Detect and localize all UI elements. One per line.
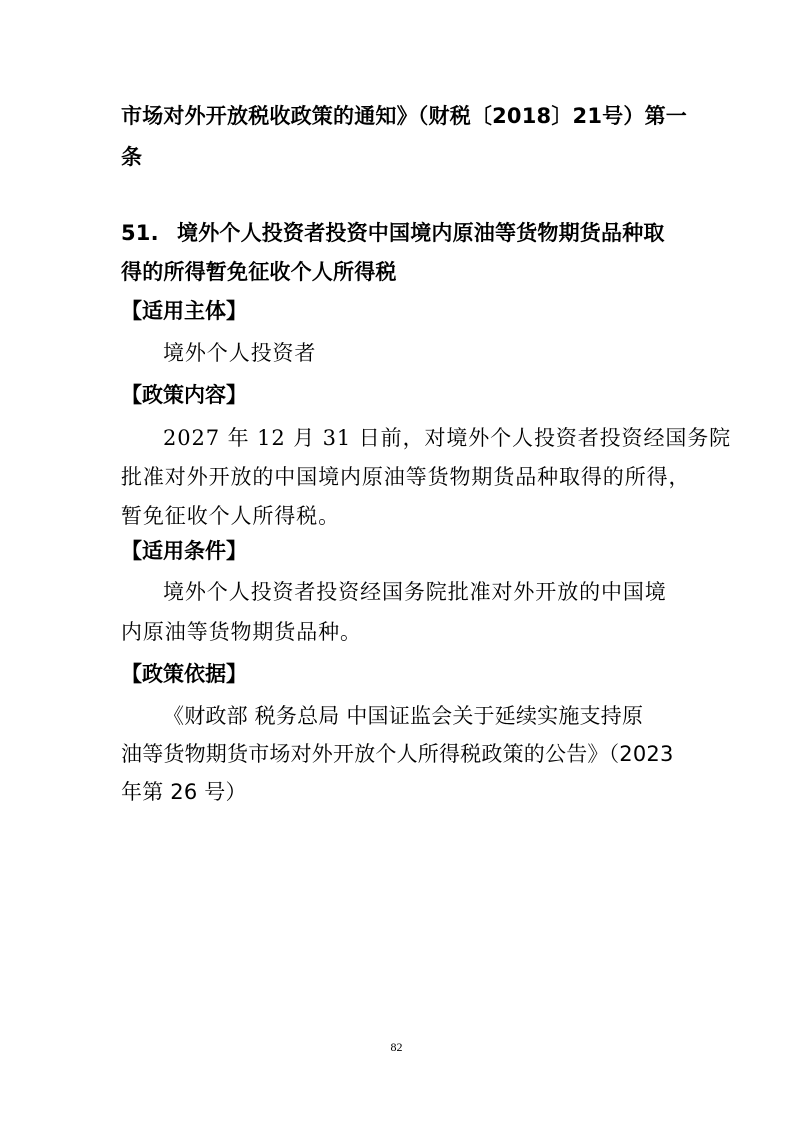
subheading: 【政策依据】 xyxy=(121,662,247,686)
paragraph-line: 境外个人投资者投资经国务院批准对外开放的中国境 xyxy=(163,580,667,604)
page-number: 82 xyxy=(390,1040,403,1054)
paragraph-line: 内原油等货物期货品种。 xyxy=(121,620,362,644)
paragraph-line: 市场对外开放税收政策的通知》（财税〔2018〕21号）第一 xyxy=(121,104,687,128)
subheading: 【适用主体】 xyxy=(121,299,247,323)
paragraph-line: 油等货物期货市场对外开放个人所得税政策的公告》（2023 xyxy=(121,742,674,766)
subheading: 【政策内容】 xyxy=(121,383,247,407)
section-title-line: 境外个人投资者投资中国境内原油等货物期货品种取 xyxy=(177,221,665,245)
paragraph-line: 《财政部 税务总局 中国证监会关于延续实施支持原 xyxy=(163,704,644,728)
paragraph-line: 条 xyxy=(121,145,143,169)
paragraph-line: 年第 26 号） xyxy=(121,780,247,804)
section-number: 51. xyxy=(121,221,159,245)
paragraph-line: 2027 年 12 月 31 日前，对境外个人投资者投资经国务院 xyxy=(163,426,732,450)
paragraph-line: 境外个人投资者 xyxy=(163,341,317,365)
paragraph-line: 批准对外开放的中国境内原油等货物期货品种取得的所得， xyxy=(121,465,691,489)
section-title-line: 得的所得暂免征收个人所得税 xyxy=(121,260,397,284)
subheading: 【适用条件】 xyxy=(121,539,247,563)
paragraph-line: 暂免征收个人所得税。 xyxy=(121,504,340,528)
